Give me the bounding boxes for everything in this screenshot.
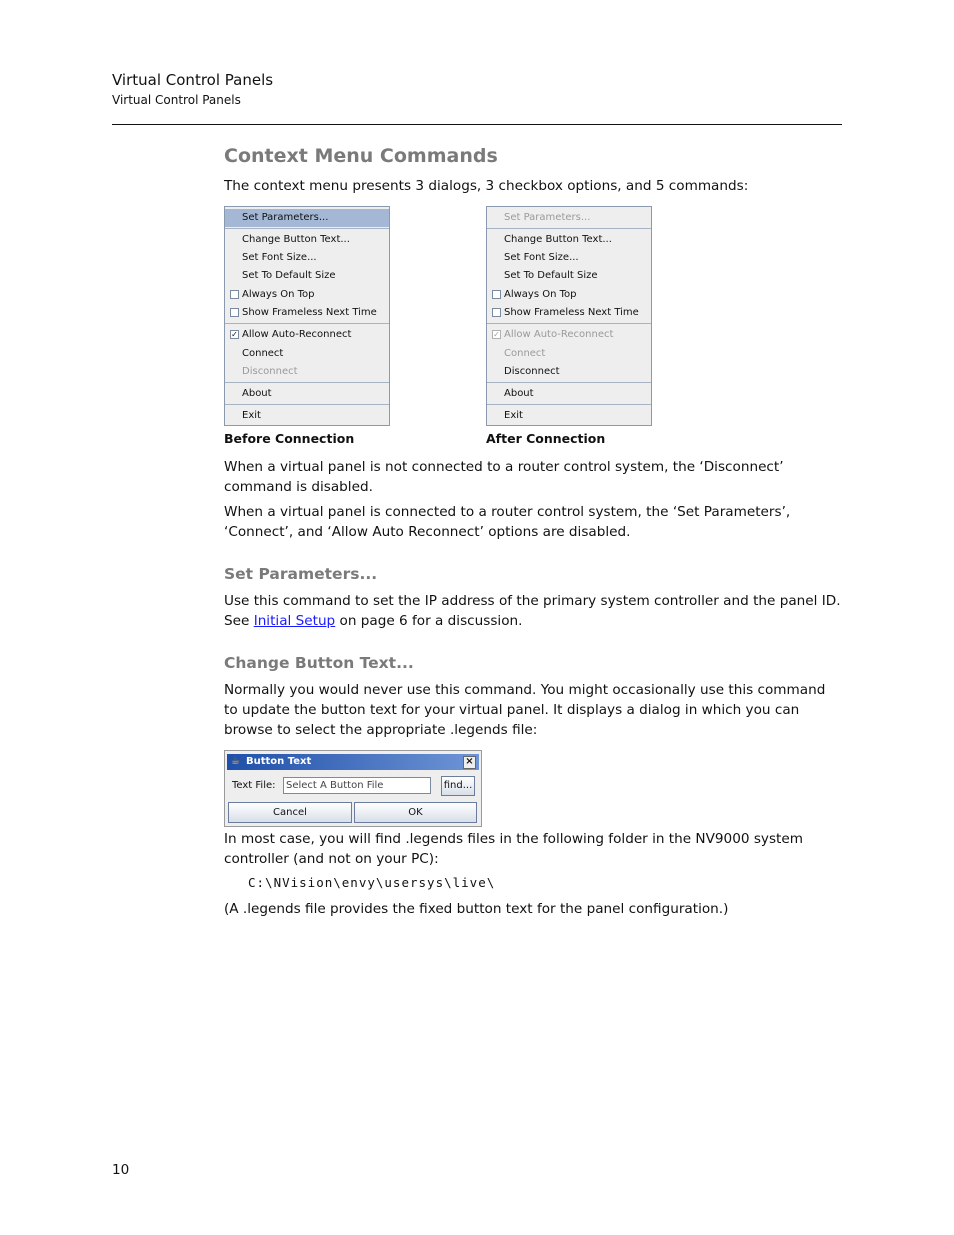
menu-item-show-frameless[interactable] [487,304,651,322]
menu-item-set-font-size[interactable] [225,249,389,267]
menu-item-exit[interactable] [225,407,389,425]
running-header-title: Virtual Control Panels [112,71,274,89]
menu-separator [225,323,389,324]
menu-item-label: Set Parameters... [504,212,591,223]
menu-item-change-button-text[interactable] [487,231,651,249]
menu-separator [487,323,651,324]
change-button-text-heading: Change Button Text... [224,654,414,672]
menu-item-connect[interactable] [225,345,389,363]
menu-item-connect [487,345,651,363]
text-file-label: Text File: [232,780,276,791]
checkbox-unchecked-icon [492,308,501,317]
text-file-input[interactable] [283,777,431,794]
menu-item-label: Set Font Size... [504,252,579,263]
menu-item-label: About [504,388,534,399]
menu-item-always-on-top[interactable] [225,286,389,304]
paragraph-connected: When a virtual panel is connected to a router control system, the ‘Set Parameters’, ‘Connect’, and ‘Allow Auto Reconnect’ options are disabled. [224,504,791,540]
menu-separator [225,404,389,405]
caption-before-connection: Before Connection [224,431,355,446]
menu-item-label: Always On Top [242,289,315,300]
menu-item-label: Allow Auto-Reconnect [504,329,614,340]
initial-setup-link[interactable]: Initial Setup [253,613,336,629]
menu-item-label: Always On Top [504,289,577,300]
header-rule [112,124,842,125]
menu-item-label: Set Parameters... [242,212,329,223]
legends-note: (A .legends file provides the fixed button text for the panel configuration.) [224,901,729,917]
set-parameters-text-after: on page 6 for a discussion. [335,613,523,629]
dialog-title-bar[interactable] [227,754,479,770]
menu-separator [487,228,651,229]
menu-item-label: Connect [242,348,284,359]
menu-separator [487,382,651,383]
menu-item-label: Show Frameless Next Time [504,307,639,318]
menu-item-about[interactable] [225,385,389,403]
checkbox-unchecked-icon [230,308,239,317]
menu-item-set-font-size[interactable] [487,249,651,267]
checkbox-unchecked-icon [230,290,239,299]
menu-item-label: Allow Auto-Reconnect [242,329,352,340]
running-header-subtitle: Virtual Control Panels [112,93,241,107]
menu-item-set-default-size[interactable] [487,267,651,285]
checkbox-checked-icon: ✓ [493,330,500,339]
checkbox-unchecked-icon [492,290,501,299]
change-button-text-paragraph: Normally you would never use this command. You might occasionally use this command to update the button text for your virtual panel. It displays a dialog in which you can browse to select the appropriate .legends file: [224,682,826,738]
intro-paragraph: The context menu presents 3 dialogs, 3 checkbox options, and 5 commands: [224,178,749,194]
menu-item-set-parameters [487,209,651,227]
set-parameters-text-before: Use this command to set the IP address of the primary system controller and the panel ID. See [224,593,841,629]
menu-item-label: Set To Default Size [504,270,598,281]
page-number: 10 [112,1162,130,1178]
menu-separator [225,228,389,229]
menu-separator [225,382,389,383]
folder-path: C:\NVision\envy\usersys\live\ [248,875,496,890]
menu-item-about[interactable] [487,385,651,403]
menu-item-disconnect [225,363,389,381]
menu-item-label: Show Frameless Next Time [242,307,377,318]
folder-paragraph: In most case, you will find .legends files in the following folder in the NV9000 system controller (and not on your PC): [224,831,803,867]
dialog-title: Button Text [246,756,312,767]
menu-item-set-parameters[interactable] [225,209,389,227]
caption-after-connection: After Connection [486,431,606,446]
menu-separator [487,404,651,405]
java-cup-icon: ☕ [231,756,240,767]
menu-item-label: Disconnect [242,366,298,377]
menu-item-label: Exit [242,410,261,421]
menu-item-label: Disconnect [504,366,560,377]
menu-item-exit[interactable] [487,407,651,425]
menu-item-label: About [242,388,272,399]
paragraph-not-connected: When a virtual panel is not connected to a router control system, the ‘Disconnect’ command is disabled. [224,459,784,495]
section-heading: Context Menu Commands [224,145,498,167]
set-parameters-heading: Set Parameters... [224,565,378,583]
menu-item-label: Exit [504,410,523,421]
cancel-button[interactable]: Cancel [228,802,352,823]
menu-item-label: Set To Default Size [242,270,336,281]
find-button[interactable]: find... [441,776,475,796]
menu-item-label: Set Font Size... [242,252,317,263]
close-icon[interactable]: × [463,756,476,769]
menu-item-show-frameless[interactable] [225,304,389,322]
menu-item-change-button-text[interactable] [225,231,389,249]
menu-item-allow-auto-reconnect[interactable] [225,326,389,344]
menu-item-set-default-size[interactable] [225,267,389,285]
menu-item-label: Change Button Text... [242,234,350,245]
set-parameters-paragraph [224,591,842,631]
menu-item-disconnect[interactable] [487,363,651,381]
button-text-dialog [224,750,482,827]
menu-item-allow-auto-reconnect [487,326,651,344]
menu-item-always-on-top[interactable] [487,286,651,304]
checkbox-checked-icon: ✓ [231,330,238,339]
menu-item-label: Change Button Text... [504,234,612,245]
context-menu-before [224,206,390,426]
ok-button[interactable]: OK [354,802,477,823]
menu-item-label: Connect [504,348,546,359]
context-menu-after [486,206,652,426]
